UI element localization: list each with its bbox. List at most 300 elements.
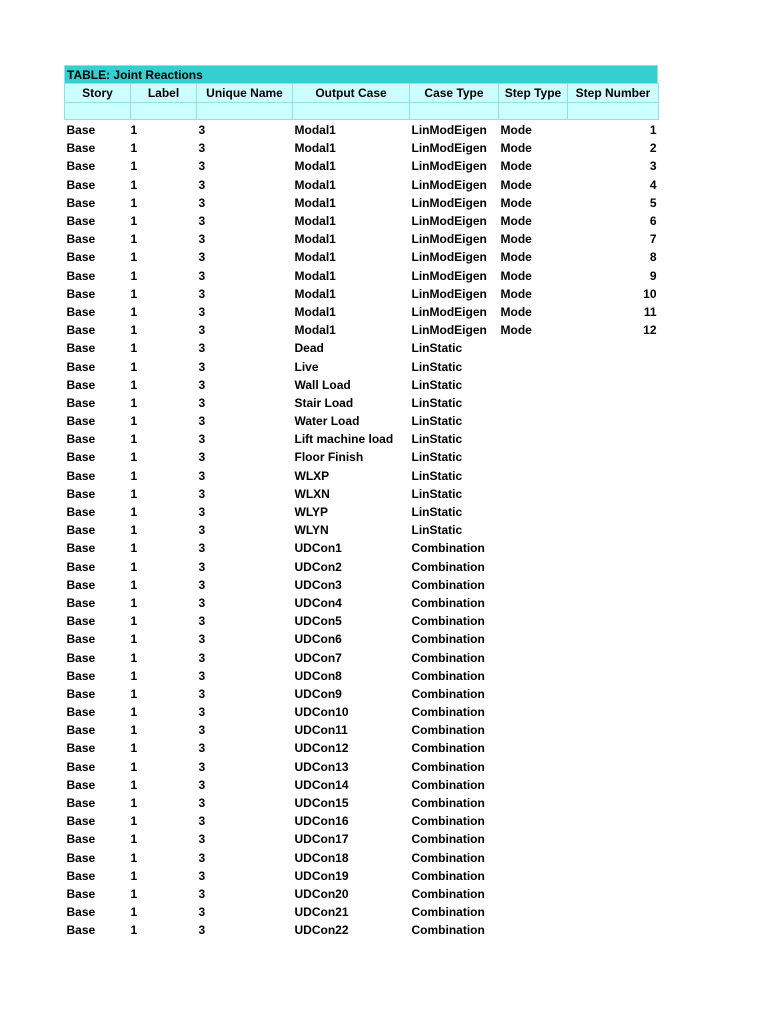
- cell-case-type: Combination: [411, 905, 485, 920]
- cell-step-type: [499, 612, 568, 630]
- cell-step-number: [568, 339, 659, 357]
- cell-story: Base: [66, 668, 96, 683]
- cell-case-type: Combination: [411, 668, 485, 683]
- cell-step-type: [499, 503, 568, 521]
- cell-step-type: Mode: [500, 286, 532, 301]
- table-row: [65, 248, 659, 266]
- cell-label: 1: [130, 468, 138, 483]
- cell-output-case: UDCon18: [294, 850, 349, 865]
- table-row: [65, 685, 659, 703]
- cell-label: 1: [130, 432, 138, 447]
- cell-story: Base: [66, 486, 96, 501]
- table-row: [65, 867, 659, 885]
- cell-step-type: [499, 758, 568, 776]
- table-row: [65, 176, 659, 194]
- table-row: [65, 285, 659, 303]
- cell-unique-name: 3: [198, 450, 206, 465]
- cell-label: 1: [130, 541, 138, 556]
- cell-output-case: Lift machine load: [294, 432, 394, 447]
- cell-output-case: UDCon20: [294, 886, 349, 901]
- cell-step-number: 7: [649, 232, 657, 247]
- cell-story: Base: [66, 232, 96, 247]
- cell-unique-name: 3: [198, 268, 206, 283]
- cell-label: 1: [130, 123, 138, 138]
- cell-label: 1: [130, 632, 138, 647]
- cell-story: Base: [66, 523, 96, 538]
- cell-output-case: Modal1: [294, 232, 336, 247]
- cell-story: Base: [66, 505, 96, 520]
- cell-story: Base: [66, 414, 96, 429]
- cell-unique-name: 3: [198, 123, 206, 138]
- cell-step-type: [499, 521, 568, 539]
- cell-story: Base: [66, 177, 96, 192]
- table-row: [65, 230, 659, 248]
- header-step-type: Step Type: [499, 84, 568, 103]
- cell-label: 1: [130, 614, 138, 629]
- cell-step-number: [568, 667, 659, 685]
- cell-step-number: [568, 758, 659, 776]
- cell-step-type: [499, 794, 568, 812]
- table-row: [65, 303, 659, 321]
- cell-output-case: Live: [294, 359, 319, 374]
- cell-unique-name: 3: [198, 286, 206, 301]
- cell-unique-name: 3: [198, 486, 206, 501]
- cell-step-number: [568, 612, 659, 630]
- cell-label: 1: [130, 250, 138, 265]
- cell-story: Base: [66, 796, 96, 811]
- cell-case-type: LinStatic: [411, 523, 463, 538]
- units-cell: [499, 103, 568, 120]
- cell-step-number: 4: [649, 177, 657, 192]
- header-unique-name: Unique Name: [197, 84, 293, 103]
- cell-unique-name: 3: [198, 177, 206, 192]
- joint-reactions-table: [64, 83, 659, 939]
- cell-story: Base: [66, 195, 96, 210]
- cell-unique-name: 3: [198, 868, 206, 883]
- cell-label: 1: [130, 886, 138, 901]
- cell-story: Base: [66, 432, 96, 447]
- cell-step-number: [568, 430, 659, 448]
- cell-case-type: LinModEigen: [411, 214, 487, 229]
- cell-story: Base: [66, 814, 96, 829]
- cell-story: Base: [66, 395, 96, 410]
- cell-output-case: Modal1: [294, 141, 336, 156]
- cell-story: Base: [66, 886, 96, 901]
- cell-label: 1: [130, 414, 138, 429]
- cell-story: Base: [66, 723, 96, 738]
- table-title: TABLE: Joint Reactions: [64, 65, 658, 83]
- cell-output-case: UDCon15: [294, 796, 349, 811]
- cell-story: Base: [66, 250, 96, 265]
- cell-step-type: Mode: [500, 268, 532, 283]
- cell-case-type: LinModEigen: [411, 250, 487, 265]
- cell-label: 1: [130, 286, 138, 301]
- cell-case-type: Combination: [411, 559, 485, 574]
- cell-output-case: Modal1: [294, 286, 336, 301]
- units-cell: [293, 103, 410, 120]
- units-cell: [65, 103, 131, 120]
- cell-step-type: Mode: [500, 304, 532, 319]
- cell-label: 1: [130, 395, 138, 410]
- cell-case-type: Combination: [411, 923, 485, 938]
- cell-case-type: Combination: [411, 741, 485, 756]
- cell-step-type: [499, 903, 568, 921]
- cell-step-type: [499, 739, 568, 757]
- cell-unique-name: 3: [198, 632, 206, 647]
- cell-output-case: UDCon7: [294, 650, 342, 665]
- cell-unique-name: 3: [198, 650, 206, 665]
- table-row: [65, 667, 659, 685]
- cell-story: Base: [66, 705, 96, 720]
- cell-step-number: [568, 703, 659, 721]
- table-row: [65, 120, 659, 140]
- cell-output-case: WLYN: [294, 523, 329, 538]
- cell-step-type: [499, 376, 568, 394]
- cell-case-type: Combination: [411, 723, 485, 738]
- table-row: [65, 157, 659, 175]
- cell-step-number: [568, 594, 659, 612]
- table-row: [65, 921, 659, 939]
- table-row: [65, 212, 659, 230]
- cell-unique-name: 3: [198, 214, 206, 229]
- table-row: [65, 339, 659, 357]
- cell-output-case: UDCon16: [294, 814, 349, 829]
- cell-output-case: Floor Finish: [294, 450, 364, 465]
- cell-label: 1: [130, 923, 138, 938]
- cell-step-number: [568, 867, 659, 885]
- cell-output-case: Dead: [294, 341, 324, 356]
- cell-label: 1: [130, 268, 138, 283]
- cell-output-case: UDCon11: [294, 723, 348, 738]
- cell-output-case: UDCon12: [294, 741, 349, 756]
- cell-label: 1: [130, 723, 138, 738]
- cell-case-type: Combination: [411, 796, 485, 811]
- cell-step-number: 9: [649, 268, 657, 283]
- table-row: [65, 903, 659, 921]
- cell-unique-name: 3: [198, 777, 206, 792]
- cell-label: 1: [130, 159, 138, 174]
- cell-case-type: LinStatic: [411, 395, 463, 410]
- cell-label: 1: [130, 505, 138, 520]
- cell-story: Base: [66, 268, 96, 283]
- cell-label: 1: [130, 741, 138, 756]
- cell-case-type: Combination: [411, 541, 485, 556]
- cell-output-case: Modal1: [294, 323, 336, 338]
- cell-label: 1: [130, 796, 138, 811]
- cell-unique-name: 3: [198, 159, 206, 174]
- cell-output-case: UDCon4: [294, 595, 342, 610]
- cell-case-type: LinStatic: [411, 359, 463, 374]
- table-row: [65, 448, 659, 466]
- cell-case-type: LinModEigen: [411, 195, 487, 210]
- cell-step-number: [568, 648, 659, 666]
- cell-case-type: Combination: [411, 577, 485, 592]
- cell-story: Base: [66, 777, 96, 792]
- table-row: [65, 267, 659, 285]
- cell-step-number: [568, 576, 659, 594]
- cell-label: 1: [130, 341, 138, 356]
- cell-step-type: [499, 685, 568, 703]
- header-step-number: Step Number: [568, 84, 659, 103]
- cell-story: Base: [66, 614, 96, 629]
- cell-step-type: [499, 812, 568, 830]
- cell-label: 1: [130, 450, 138, 465]
- table-row: [65, 758, 659, 776]
- header-case-type: Case Type: [410, 84, 499, 103]
- cell-step-type: [499, 921, 568, 939]
- cell-unique-name: 3: [198, 541, 206, 556]
- header-output-case: Output Case: [293, 84, 410, 103]
- cell-label: 1: [130, 232, 138, 247]
- table-row: [65, 721, 659, 739]
- cell-unique-name: 3: [198, 814, 206, 829]
- cell-label: 1: [130, 905, 138, 920]
- cell-step-number: 3: [649, 159, 657, 174]
- cell-output-case: UDCon13: [294, 759, 349, 774]
- cell-story: Base: [66, 832, 96, 847]
- cell-unique-name: 3: [198, 850, 206, 865]
- cell-case-type: LinModEigen: [411, 304, 487, 319]
- cell-case-type: Combination: [411, 632, 485, 647]
- table-row: [65, 703, 659, 721]
- cell-output-case: UDCon10: [294, 705, 349, 720]
- cell-unique-name: 3: [198, 905, 206, 920]
- cell-output-case: UDCon1: [294, 541, 342, 556]
- cell-step-type: [499, 539, 568, 557]
- cell-unique-name: 3: [198, 614, 206, 629]
- cell-case-type: Combination: [411, 868, 485, 883]
- cell-unique-name: 3: [198, 468, 206, 483]
- cell-case-type: LinStatic: [411, 450, 463, 465]
- cell-step-type: Mode: [500, 123, 532, 138]
- cell-step-type: [499, 594, 568, 612]
- cell-unique-name: 3: [198, 323, 206, 338]
- cell-unique-name: 3: [198, 723, 206, 738]
- cell-step-number: [568, 812, 659, 830]
- cell-step-type: [499, 339, 568, 357]
- cell-case-type: Combination: [411, 759, 485, 774]
- cell-step-number: [568, 357, 659, 375]
- cell-output-case: UDCon17: [294, 832, 349, 847]
- cell-story: Base: [66, 304, 96, 319]
- cell-step-number: 2: [649, 141, 657, 156]
- cell-label: 1: [130, 668, 138, 683]
- cell-label: 1: [130, 832, 138, 847]
- cell-story: Base: [66, 759, 96, 774]
- cell-case-type: Combination: [411, 886, 485, 901]
- cell-case-type: LinModEigen: [411, 323, 487, 338]
- cell-step-number: [568, 467, 659, 485]
- cell-story: Base: [66, 450, 96, 465]
- cell-story: Base: [66, 123, 96, 138]
- cell-story: Base: [66, 541, 96, 556]
- cell-label: 1: [130, 559, 138, 574]
- header-story: Story: [65, 84, 131, 103]
- cell-step-type: [499, 830, 568, 848]
- cell-label: 1: [130, 141, 138, 156]
- cell-unique-name: 3: [198, 741, 206, 756]
- cell-case-type: LinModEigen: [411, 232, 487, 247]
- cell-output-case: WLYP: [294, 505, 329, 520]
- cell-step-type: [499, 485, 568, 503]
- cell-unique-name: 3: [198, 341, 206, 356]
- table-row: [65, 521, 659, 539]
- cell-case-type: LinStatic: [411, 432, 463, 447]
- cell-step-type: Mode: [500, 214, 532, 229]
- cell-step-number: 1: [649, 123, 657, 138]
- cell-output-case: Modal1: [294, 123, 336, 138]
- cell-label: 1: [130, 595, 138, 610]
- cell-step-type: [499, 849, 568, 867]
- cell-label: 1: [130, 814, 138, 829]
- cell-case-type: LinModEigen: [411, 268, 487, 283]
- table-row: [65, 576, 659, 594]
- cell-step-type: [499, 558, 568, 576]
- cell-step-type: [499, 648, 568, 666]
- table-row: [65, 849, 659, 867]
- cell-step-type: [499, 667, 568, 685]
- cell-unique-name: 3: [198, 559, 206, 574]
- cell-story: Base: [66, 595, 96, 610]
- cell-case-type: LinStatic: [411, 505, 463, 520]
- cell-output-case: Modal1: [294, 304, 336, 319]
- cell-output-case: UDCon5: [294, 614, 342, 629]
- cell-output-case: UDCon14: [294, 777, 349, 792]
- cell-label: 1: [130, 686, 138, 701]
- cell-story: Base: [66, 905, 96, 920]
- cell-story: Base: [66, 323, 96, 338]
- table-row: [65, 394, 659, 412]
- cell-output-case: UDCon21: [294, 905, 349, 920]
- table-row: [65, 776, 659, 794]
- table-row: [65, 558, 659, 576]
- spreadsheet: [64, 65, 658, 939]
- cell-case-type: LinModEigen: [411, 159, 487, 174]
- cell-step-number: [568, 721, 659, 739]
- table-row: [65, 630, 659, 648]
- cell-output-case: UDCon8: [294, 668, 342, 683]
- cell-step-type: Mode: [500, 141, 532, 156]
- cell-step-number: [568, 849, 659, 867]
- table-row: [65, 594, 659, 612]
- cell-step-number: [568, 776, 659, 794]
- cell-step-number: [568, 539, 659, 557]
- cell-step-type: Mode: [500, 323, 532, 338]
- cell-label: 1: [130, 304, 138, 319]
- cell-output-case: Modal1: [294, 268, 336, 283]
- cell-unique-name: 3: [198, 359, 206, 374]
- cell-step-type: [499, 576, 568, 594]
- cell-output-case: UDCon22: [294, 923, 349, 938]
- cell-step-number: [568, 521, 659, 539]
- cell-case-type: LinModEigen: [411, 177, 487, 192]
- cell-step-number: [568, 739, 659, 757]
- cell-case-type: Combination: [411, 832, 485, 847]
- cell-step-number: [568, 503, 659, 521]
- cell-step-number: [568, 903, 659, 921]
- cell-story: Base: [66, 359, 96, 374]
- cell-output-case: UDCon2: [294, 559, 342, 574]
- cell-step-number: 10: [643, 286, 657, 301]
- cell-story: Base: [66, 741, 96, 756]
- cell-unique-name: 3: [198, 705, 206, 720]
- cell-unique-name: 3: [198, 432, 206, 447]
- table-row: [65, 739, 659, 757]
- cell-step-type: Mode: [500, 195, 532, 210]
- cell-step-type: [499, 412, 568, 430]
- cell-step-number: [568, 685, 659, 703]
- cell-step-number: [568, 394, 659, 412]
- cell-story: Base: [66, 686, 96, 701]
- table-row: [65, 539, 659, 557]
- cell-output-case: Stair Load: [294, 395, 354, 410]
- cell-label: 1: [130, 759, 138, 774]
- cell-unique-name: 3: [198, 505, 206, 520]
- cell-step-type: [499, 394, 568, 412]
- cell-unique-name: 3: [198, 141, 206, 156]
- cell-step-number: [568, 794, 659, 812]
- cell-unique-name: 3: [198, 759, 206, 774]
- cell-case-type: Combination: [411, 814, 485, 829]
- cell-output-case: Modal1: [294, 250, 336, 265]
- cell-step-type: [499, 430, 568, 448]
- cell-story: Base: [66, 868, 96, 883]
- header-label: Label: [131, 84, 197, 103]
- table-row: [65, 503, 659, 521]
- cell-unique-name: 3: [198, 523, 206, 538]
- cell-label: 1: [130, 486, 138, 501]
- cell-story: Base: [66, 923, 96, 938]
- cell-story: Base: [66, 559, 96, 574]
- cell-step-type: [499, 867, 568, 885]
- cell-label: 1: [130, 577, 138, 592]
- units-cell: [410, 103, 499, 120]
- table-row: [65, 612, 659, 630]
- cell-case-type: LinModEigen: [411, 286, 487, 301]
- cell-step-number: 8: [649, 250, 657, 265]
- cell-case-type: LinStatic: [411, 341, 463, 356]
- cell-output-case: UDCon19: [294, 868, 349, 883]
- table-row: [65, 194, 659, 212]
- cell-unique-name: 3: [198, 304, 206, 319]
- cell-story: Base: [66, 286, 96, 301]
- cell-label: 1: [130, 705, 138, 720]
- cell-step-type: [499, 776, 568, 794]
- cell-step-type: Mode: [500, 177, 532, 192]
- cell-step-number: [568, 558, 659, 576]
- units-row: [65, 103, 659, 120]
- cell-case-type: LinModEigen: [411, 123, 487, 138]
- cell-output-case: WLXN: [294, 486, 330, 501]
- cell-output-case: UDCon9: [294, 686, 342, 701]
- cell-case-type: LinStatic: [411, 414, 463, 429]
- cell-label: 1: [130, 323, 138, 338]
- cell-story: Base: [66, 159, 96, 174]
- cell-case-type: Combination: [411, 686, 485, 701]
- cell-story: Base: [66, 577, 96, 592]
- cell-unique-name: 3: [198, 796, 206, 811]
- units-cell: [197, 103, 293, 120]
- cell-unique-name: 3: [198, 395, 206, 410]
- cell-step-number: [568, 630, 659, 648]
- cell-output-case: Modal1: [294, 177, 336, 192]
- cell-unique-name: 3: [198, 232, 206, 247]
- cell-unique-name: 3: [198, 577, 206, 592]
- cell-output-case: UDCon3: [294, 577, 342, 592]
- units-cell: [568, 103, 659, 120]
- cell-label: 1: [130, 177, 138, 192]
- table-row: [65, 794, 659, 812]
